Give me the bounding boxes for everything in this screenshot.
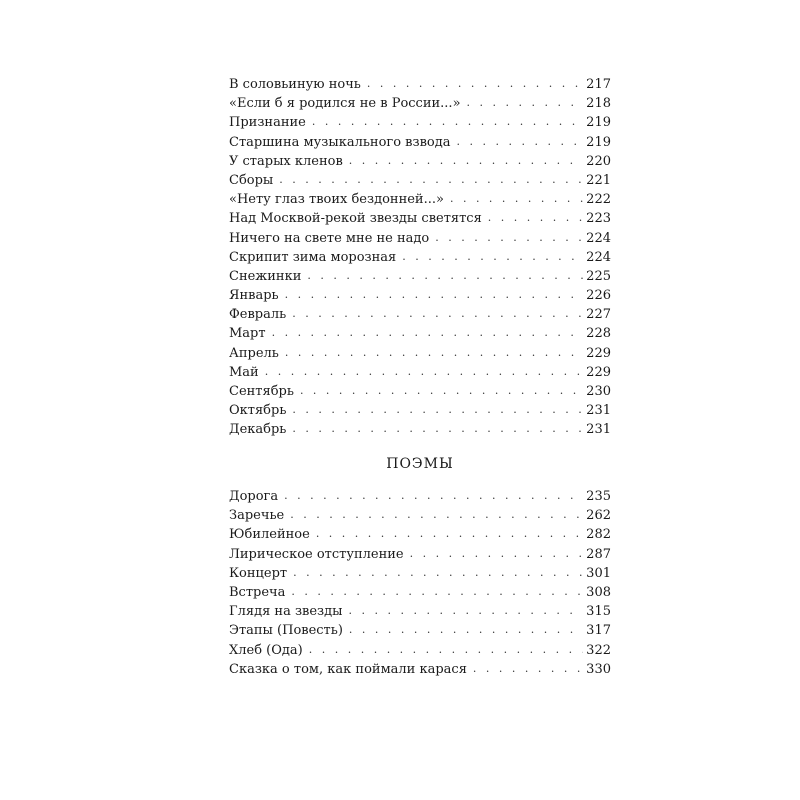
toc-entry-title: Сказка о том, как поймали карася — [229, 661, 467, 677]
toc-entry-title: Признание — [229, 115, 306, 131]
toc-entry-page: 308 — [586, 584, 611, 600]
toc-entry-title: Март — [229, 326, 266, 342]
toc-entry-page: 330 — [586, 661, 611, 677]
dot-leader — [312, 112, 583, 131]
dot-leader — [402, 247, 583, 266]
toc-entry — [229, 382, 611, 401]
toc-entry-page: 322 — [586, 642, 611, 658]
toc-entry — [229, 363, 611, 382]
toc-entry-title: Глядя на звезды — [229, 604, 343, 620]
dot-leader — [349, 620, 583, 639]
toc-entry-page: 219 — [586, 115, 611, 131]
toc-entry — [229, 113, 611, 132]
toc-entry-title: Скрипит зима морозная — [229, 249, 397, 265]
toc-entry — [229, 324, 611, 343]
toc-entry-page: 227 — [586, 307, 611, 323]
toc-entry — [229, 133, 611, 152]
dot-leader — [292, 304, 583, 323]
toc-entry — [229, 487, 611, 506]
toc-entry-title: Снежинки — [229, 268, 302, 284]
toc-entry-page: 231 — [586, 403, 611, 419]
toc-entry-title: Октябрь — [229, 403, 287, 419]
toc-entry-title: У старых кленов — [229, 153, 343, 169]
toc-entry-page: 219 — [586, 134, 611, 150]
toc-entry — [229, 420, 611, 439]
dot-leader — [349, 151, 583, 170]
toc-entry — [229, 94, 611, 113]
dot-leader — [450, 189, 583, 208]
dot-leader — [292, 400, 583, 419]
toc-entry — [229, 190, 611, 209]
toc-entry-page: 287 — [586, 546, 611, 562]
toc-entry-title: Сборы — [229, 172, 274, 188]
toc-entry — [229, 286, 611, 305]
toc-entry — [229, 564, 611, 583]
toc-entry — [229, 525, 611, 544]
toc-entry-page: 224 — [586, 249, 611, 265]
dot-leader — [488, 208, 583, 227]
toc-entry-title: «Если б я родился не в России...» — [229, 96, 461, 112]
toc-entry-page: 301 — [586, 565, 611, 581]
dot-leader — [307, 266, 583, 285]
toc-entry-title: Заречье — [229, 508, 285, 524]
toc-entry-page: 226 — [586, 288, 611, 304]
dot-leader — [265, 362, 583, 381]
dot-leader — [293, 563, 583, 582]
dot-leader — [309, 640, 583, 659]
toc-entry-title: В соловьиную ночь — [229, 77, 361, 92]
dot-leader — [290, 505, 583, 524]
toc-entry — [229, 152, 611, 171]
toc-entry-page: 235 — [586, 489, 611, 504]
toc-entry-page: 224 — [586, 230, 611, 246]
toc-entry — [229, 75, 611, 94]
toc-entry-title: Февраль — [229, 307, 287, 323]
toc-entry-title: Дорога — [229, 489, 279, 504]
toc-entry-title: Старшина музыкального взвода — [229, 134, 451, 150]
toc-entry-page: 220 — [586, 153, 611, 169]
dot-leader — [300, 381, 583, 400]
toc-entry-page: 229 — [586, 345, 611, 361]
toc-entry — [229, 583, 611, 602]
toc-entry-title: Юбилейное — [229, 527, 310, 543]
toc-entry — [229, 305, 611, 324]
dot-leader — [292, 419, 583, 438]
toc-entry — [229, 248, 611, 267]
toc-entry-title: Декабрь — [229, 422, 287, 438]
dot-leader — [473, 659, 583, 678]
toc-entry — [229, 641, 611, 660]
toc-entry-page: 218 — [586, 96, 611, 112]
toc-entry-title: Январь — [229, 288, 279, 304]
section-heading: ПОЭМЫ — [386, 456, 454, 472]
toc-entry-page: 217 — [586, 77, 611, 92]
toc-entry-title: Встреча — [229, 584, 286, 600]
toc-entry-page: 262 — [586, 508, 611, 524]
dot-leader — [467, 93, 584, 112]
toc-entry-title: Над Москвой-рекой звезды светятся — [229, 211, 482, 227]
toc-list-poems — [229, 75, 611, 440]
dot-leader — [457, 132, 584, 151]
toc-entry-title: Май — [229, 364, 259, 380]
toc-entry-page: 225 — [586, 268, 611, 284]
dot-leader — [272, 323, 584, 342]
toc-entry-title: «Нету глаз твоих бездонней...» — [229, 192, 444, 208]
toc-entry — [229, 209, 611, 228]
toc-entry — [229, 660, 611, 679]
toc-entry-page: 228 — [586, 326, 611, 342]
dot-leader — [285, 343, 583, 362]
toc-entry-page: 282 — [586, 527, 611, 543]
dot-leader — [410, 544, 584, 563]
toc-entry — [229, 602, 611, 621]
toc-entry-page: 231 — [586, 422, 611, 438]
dot-leader — [285, 285, 584, 304]
toc-entry — [229, 229, 611, 248]
dot-leader — [284, 486, 583, 505]
dot-leader — [367, 74, 583, 93]
toc-entry-title: Хлеб (Ода) — [229, 642, 303, 658]
toc-entry-title: Ничего на свете мне не надо — [229, 230, 430, 246]
toc-entry — [229, 171, 611, 190]
toc-entry-title: Концерт — [229, 565, 288, 581]
toc-entry-page: 223 — [586, 211, 611, 227]
toc-entry-page: 222 — [586, 192, 611, 208]
toc-entry — [229, 344, 611, 363]
toc-entry — [229, 506, 611, 525]
toc-entry-title: Лирическое отступление — [229, 546, 404, 562]
toc-entry-page: 317 — [586, 623, 611, 639]
toc-entry — [229, 401, 611, 420]
dot-leader — [291, 582, 583, 601]
toc-list-long-poems — [229, 487, 611, 679]
toc-entry-page: 315 — [586, 604, 611, 620]
toc-entry — [229, 267, 611, 286]
toc-entry-page: 229 — [586, 364, 611, 380]
toc-entry-title: Сентябрь — [229, 384, 294, 399]
toc-entry-title: Этапы (Повесть) — [229, 623, 343, 639]
toc-entry — [229, 545, 611, 564]
dot-leader — [279, 170, 583, 189]
dot-leader — [435, 228, 583, 247]
toc-entry-title: Апрель — [229, 345, 279, 361]
toc-entry — [229, 621, 611, 640]
dot-leader — [349, 601, 584, 620]
toc-entry-page: 221 — [586, 172, 611, 188]
dot-leader — [316, 524, 583, 543]
toc-entry-page: 230 — [586, 384, 611, 399]
